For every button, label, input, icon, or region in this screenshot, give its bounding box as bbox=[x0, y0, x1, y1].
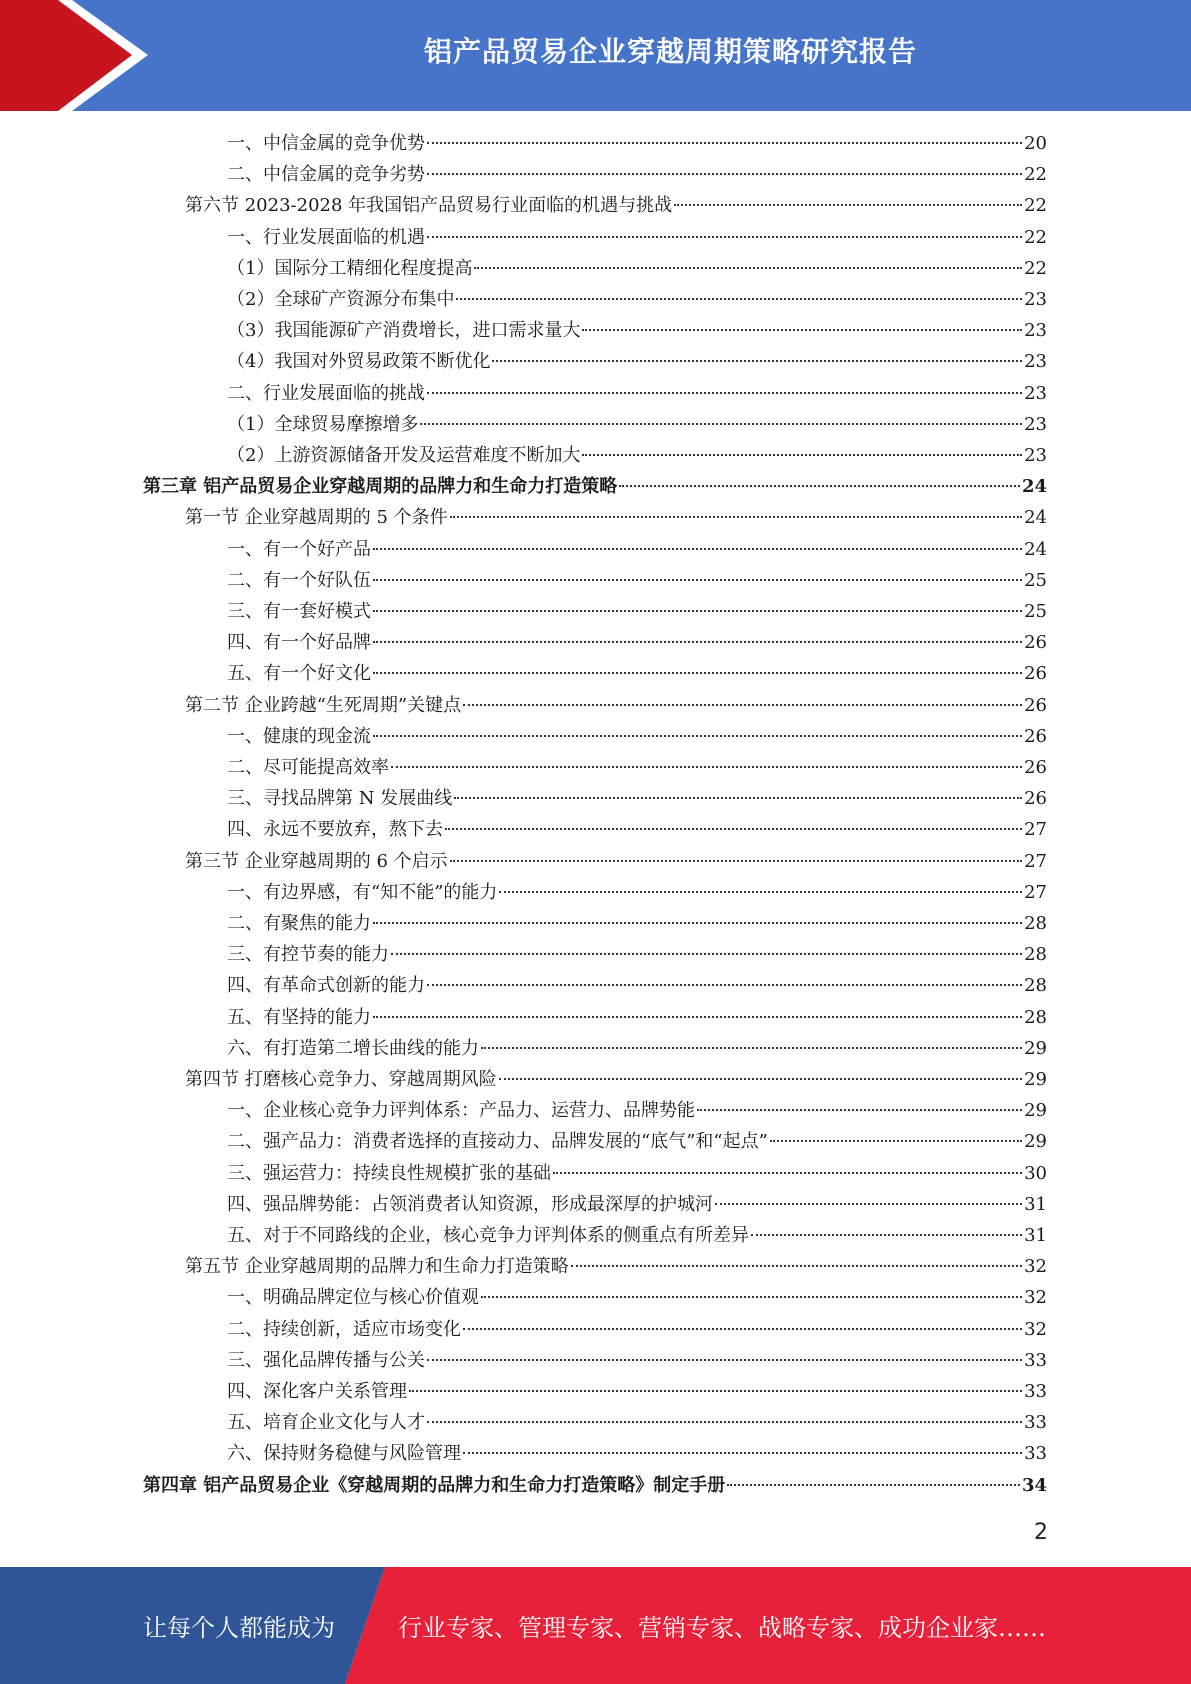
toc-entry-page: 34 bbox=[1021, 1474, 1047, 1496]
toc-entry-title: 一、企业核心竞争力评判体系：产品力、运营力、品牌势能 bbox=[227, 1100, 695, 1122]
toc-entry-title: 第一节 企业穿越周期的 5 个条件 bbox=[185, 507, 448, 529]
toc-entry-page: 27 bbox=[1024, 881, 1047, 903]
toc-entry[interactable] bbox=[227, 721, 1047, 752]
toc-entry-title: 四、有革命式创新的能力 bbox=[227, 975, 425, 997]
toc-dot-leader bbox=[463, 704, 1022, 706]
toc-entry[interactable] bbox=[227, 1314, 1047, 1345]
toc-entry[interactable] bbox=[227, 1345, 1047, 1376]
toc-entry-page: 29 bbox=[1024, 1069, 1047, 1090]
toc-dot-leader bbox=[499, 1078, 1022, 1080]
toc-entry[interactable] bbox=[227, 783, 1047, 814]
toc-dot-leader bbox=[582, 329, 1022, 331]
toc-dot-leader bbox=[373, 579, 1022, 581]
toc-entry-page: 24 bbox=[1024, 507, 1047, 529]
toc-entry-page: 26 bbox=[1024, 757, 1047, 778]
toc-entry[interactable] bbox=[227, 752, 1047, 783]
toc-entry-page: 23 bbox=[1024, 289, 1047, 310]
toc-entry[interactable] bbox=[227, 970, 1047, 1001]
toc-entry[interactable] bbox=[227, 1376, 1047, 1407]
toc-dot-leader bbox=[770, 1140, 1022, 1142]
toc-dot-leader bbox=[373, 922, 1022, 924]
toc-dot-leader bbox=[427, 142, 1022, 144]
toc-entry-page: 28 bbox=[1024, 913, 1047, 934]
toc-entry-title: （1）全球贸易摩擦增多 bbox=[227, 413, 419, 435]
toc-entry-title: 二、行业发展面临的挑战 bbox=[227, 382, 425, 404]
toc-entry-page: 28 bbox=[1024, 1006, 1047, 1028]
toc-dot-leader bbox=[373, 548, 1022, 550]
toc-entry-page: 33 bbox=[1024, 1443, 1047, 1465]
toc-entry-title: 六、保持财务稳健与风险管理 bbox=[227, 1443, 461, 1465]
toc-entry-page: 31 bbox=[1024, 1225, 1047, 1246]
toc-entry-title: 一、明确品牌定位与核心价值观 bbox=[227, 1287, 479, 1309]
toc-entry-page: 23 bbox=[1024, 413, 1047, 435]
toc-entry-page: 29 bbox=[1024, 1131, 1047, 1153]
toc-dot-leader bbox=[456, 298, 1022, 300]
toc-entry-page: 23 bbox=[1024, 320, 1047, 342]
toc-dot-leader bbox=[373, 641, 1022, 643]
toc-entry-page: 33 bbox=[1024, 1349, 1047, 1371]
toc-entry-page: 24 bbox=[1024, 538, 1047, 560]
toc-entry-title: 第六节 2023-2028 年我国铝产品贸易行业面临的机遇与挑战 bbox=[185, 195, 673, 217]
toc-entry-title: 第四章 铝产品贸易企业《穿越周期的品牌力和生命力打造策略》制定手册 bbox=[143, 1474, 726, 1496]
toc-dot-leader bbox=[454, 797, 1022, 799]
toc-entry[interactable] bbox=[227, 1158, 1047, 1189]
toc-dot-leader bbox=[492, 360, 1022, 362]
toc-entry-page: 29 bbox=[1024, 1100, 1047, 1122]
toc-dot-leader bbox=[373, 1016, 1022, 1018]
toc-entry-page: 24 bbox=[1021, 476, 1047, 498]
toc-entry-page: 32 bbox=[1024, 1287, 1047, 1309]
toc-entry[interactable] bbox=[227, 1002, 1047, 1033]
toc-dot-leader bbox=[391, 766, 1022, 768]
toc-entry-page: 26 bbox=[1024, 663, 1047, 685]
toc-entry-title: 二、尽可能提高效率 bbox=[227, 757, 389, 778]
footer-slogan-left: 让每个人都能成为 bbox=[143, 1614, 335, 1642]
toc-entry[interactable] bbox=[227, 440, 1047, 471]
page-header bbox=[0, 0, 1191, 111]
toc-entry[interactable] bbox=[227, 128, 1047, 159]
toc-entry-title: 三、寻找品牌第 N 发展曲线 bbox=[227, 788, 453, 810]
toc-entry[interactable] bbox=[185, 846, 1047, 877]
toc-entry-page: 25 bbox=[1024, 569, 1047, 591]
footer-slogan-right: 行业专家、管理专家、营销专家、战略专家、成功企业家…… bbox=[398, 1614, 1046, 1642]
toc-dot-leader bbox=[427, 173, 1022, 175]
toc-dot-leader bbox=[427, 984, 1022, 986]
toc-dot-leader bbox=[499, 891, 1022, 893]
toc-dot-leader bbox=[697, 1109, 1022, 1111]
toc-dot-leader bbox=[463, 1328, 1022, 1330]
toc-dot-leader bbox=[450, 516, 1022, 518]
toc-entry-title: 第三章 铝产品贸易企业穿越周期的品牌力和生命力打造策略 bbox=[143, 476, 618, 498]
toc-dot-leader bbox=[553, 1172, 1022, 1174]
toc-entry-page: 33 bbox=[1024, 1412, 1047, 1434]
toc-entry[interactable] bbox=[143, 471, 1047, 502]
toc-entry[interactable] bbox=[227, 1095, 1047, 1126]
toc-entry-page: 28 bbox=[1024, 975, 1047, 997]
toc-entry-page: 32 bbox=[1024, 1256, 1047, 1278]
toc-entry[interactable] bbox=[227, 1033, 1047, 1064]
toc-entry-title: 二、有聚焦的能力 bbox=[227, 913, 371, 934]
toc-dot-leader bbox=[481, 1296, 1022, 1298]
toc-entry[interactable] bbox=[227, 596, 1047, 627]
toc-dot-leader bbox=[715, 1203, 1022, 1205]
toc-entry[interactable] bbox=[227, 1282, 1047, 1313]
toc-entry-title: 六、有打造第二增长曲线的能力 bbox=[227, 1037, 479, 1059]
toc-entry[interactable] bbox=[227, 409, 1047, 440]
toc-entry[interactable] bbox=[227, 1407, 1047, 1438]
toc-entry[interactable] bbox=[227, 1220, 1047, 1251]
toc-entry[interactable] bbox=[227, 315, 1047, 346]
toc-entry[interactable] bbox=[227, 814, 1047, 845]
toc-dot-leader bbox=[373, 610, 1022, 612]
toc-entry-page: 22 bbox=[1024, 195, 1047, 217]
toc-entry-title: 二、有一个好队伍 bbox=[227, 569, 371, 591]
toc-entry-title: 三、强化品牌传播与公关 bbox=[227, 1349, 425, 1371]
toc-entry[interactable] bbox=[227, 658, 1047, 689]
toc-entry-page: 26 bbox=[1024, 694, 1047, 716]
toc-dot-leader bbox=[474, 267, 1022, 269]
toc-dot-leader bbox=[420, 423, 1022, 425]
toc-entry[interactable] bbox=[227, 534, 1047, 565]
toc-entry-title: 五、对于不同路线的企业，核心竞争力评判体系的侧重点有所差异 bbox=[227, 1225, 749, 1246]
toc-dot-leader bbox=[427, 392, 1022, 394]
toc-entry[interactable] bbox=[227, 159, 1047, 190]
toc-entry-page: 25 bbox=[1024, 601, 1047, 622]
toc-entry-title: （1）国际分工精细化程度提高 bbox=[227, 257, 473, 279]
toc-dot-leader bbox=[571, 1265, 1022, 1267]
toc-entry-page: 20 bbox=[1024, 133, 1047, 154]
toc-dot-leader bbox=[391, 953, 1022, 955]
toc-entry-page: 30 bbox=[1024, 1162, 1047, 1184]
toc-entry-title: 二、持续创新，适应市场变化 bbox=[227, 1318, 461, 1340]
toc-dot-leader bbox=[427, 1359, 1022, 1361]
toc-entry[interactable] bbox=[227, 939, 1047, 970]
toc-dot-leader bbox=[427, 1421, 1022, 1423]
toc-entry-page: 23 bbox=[1024, 382, 1047, 404]
toc-entry-page: 22 bbox=[1024, 226, 1047, 248]
toc-entry[interactable] bbox=[185, 1064, 1047, 1095]
toc-entry-title: 四、深化客户关系管理 bbox=[227, 1381, 407, 1402]
page-number: 2 bbox=[1034, 1520, 1048, 1545]
toc-entry-title: 一、中信金属的竞争优势 bbox=[227, 133, 425, 154]
toc-entry-title: 四、强品牌势能：占领消费者认知资源，形成最深厚的护城河 bbox=[227, 1193, 713, 1215]
toc-entry-title: 五、有坚持的能力 bbox=[227, 1006, 371, 1028]
toc-entry-title: （4）我国对外贸易政策不断优化 bbox=[227, 351, 491, 373]
toc-entry-page: 29 bbox=[1024, 1037, 1047, 1059]
toc-entry[interactable] bbox=[227, 253, 1047, 284]
toc-entry-title: 三、强运营力：持续良性规模扩张的基础 bbox=[227, 1162, 551, 1184]
toc-entry[interactable] bbox=[227, 627, 1047, 658]
toc-entry-title: （2）上游资源储备开发及运营难度不断加大 bbox=[227, 445, 581, 466]
toc-dot-leader bbox=[727, 1484, 1020, 1486]
toc-entry-title: 一、健康的现金流 bbox=[227, 725, 371, 747]
toc-dot-leader bbox=[450, 860, 1022, 862]
toc-entry-page: 22 bbox=[1024, 164, 1047, 186]
toc-entry-title: 一、有一个好产品 bbox=[227, 538, 371, 560]
toc-entry-page: 23 bbox=[1024, 351, 1047, 373]
toc-entry-page: 32 bbox=[1024, 1318, 1047, 1340]
toc-entry-page: 33 bbox=[1024, 1381, 1047, 1402]
toc-dot-leader bbox=[751, 1234, 1022, 1236]
toc-entry-title: 三、有一套好模式 bbox=[227, 601, 371, 622]
toc-entry-title: 一、行业发展面临的机遇 bbox=[227, 226, 425, 248]
toc-entry-title: 第三节 企业穿越周期的 6 个启示 bbox=[185, 850, 448, 872]
toc-dot-leader bbox=[674, 204, 1022, 206]
toc-dot-leader bbox=[427, 236, 1022, 238]
toc-entry[interactable] bbox=[185, 1251, 1047, 1282]
toc-entry-title: （3）我国能源矿产消费增长，进口需求量大 bbox=[227, 320, 581, 342]
toc-entry[interactable] bbox=[143, 1470, 1047, 1501]
toc-entry-title: 三、有控节奏的能力 bbox=[227, 944, 389, 966]
toc-entry-title: 第五节 企业穿越周期的品牌力和生命力打造策略 bbox=[185, 1256, 569, 1278]
toc-entry[interactable] bbox=[227, 284, 1047, 315]
toc-dot-leader bbox=[481, 1047, 1022, 1049]
toc-dot-leader bbox=[373, 672, 1022, 674]
toc-entry-title: 二、强产品力：消费者选择的直接动力、品牌发展的“底气”和“起点” bbox=[227, 1131, 768, 1153]
toc-entry-title: 第二节 企业跨越“生死周期”关键点 bbox=[185, 694, 462, 716]
toc-entry[interactable] bbox=[227, 1126, 1047, 1157]
toc-entry-title: （2）全球矿产资源分布集中 bbox=[227, 289, 455, 310]
toc-entry-title: 四、有一个好品牌 bbox=[227, 632, 371, 654]
toc-entry-title: 五、培育企业文化与人才 bbox=[227, 1412, 425, 1434]
toc-entry-page: 27 bbox=[1024, 819, 1047, 841]
page-footer bbox=[0, 1567, 1191, 1684]
toc-entry[interactable] bbox=[227, 908, 1047, 939]
toc-dot-leader bbox=[409, 1390, 1022, 1392]
toc-entry-page: 27 bbox=[1024, 850, 1047, 872]
toc-entry-title: 四、永远不要放弃，熬下去 bbox=[227, 819, 443, 841]
toc-entry[interactable] bbox=[227, 565, 1047, 596]
toc-dot-leader bbox=[619, 485, 1020, 487]
toc-entry-page: 26 bbox=[1024, 788, 1047, 810]
toc-dot-leader bbox=[445, 828, 1022, 830]
toc-dot-leader bbox=[373, 735, 1022, 737]
toc-entry[interactable] bbox=[185, 502, 1047, 533]
toc-dot-leader bbox=[582, 454, 1022, 456]
toc-entry[interactable] bbox=[227, 1438, 1047, 1469]
toc-entry[interactable] bbox=[227, 378, 1047, 409]
toc-entry[interactable] bbox=[185, 190, 1047, 221]
toc-entry[interactable] bbox=[227, 222, 1047, 253]
toc-entry-page: 31 bbox=[1024, 1193, 1047, 1215]
toc-entry[interactable] bbox=[227, 877, 1047, 908]
toc-entry-page: 26 bbox=[1024, 725, 1047, 747]
toc-entry-page: 22 bbox=[1024, 257, 1047, 279]
toc-entry-title: 二、中信金属的竞争劣势 bbox=[227, 164, 425, 186]
toc-entry-page: 28 bbox=[1024, 944, 1047, 966]
toc-dot-leader bbox=[463, 1452, 1022, 1454]
toc-entry[interactable] bbox=[227, 1189, 1047, 1220]
toc-entry[interactable] bbox=[185, 690, 1047, 721]
toc-entry-title: 一、有边界感，有“知不能”的能力 bbox=[227, 881, 498, 903]
toc-entry-title: 第四节 打磨核心竞争力、穿越周期风险 bbox=[185, 1069, 497, 1090]
toc-entry[interactable] bbox=[227, 346, 1047, 377]
toc-entry-page: 26 bbox=[1024, 632, 1047, 654]
toc-entry-title: 五、有一个好文化 bbox=[227, 663, 371, 685]
toc-entry-page: 23 bbox=[1024, 445, 1047, 466]
report-title: 铝产品贸易企业穿越周期策略研究报告 bbox=[423, 35, 917, 68]
